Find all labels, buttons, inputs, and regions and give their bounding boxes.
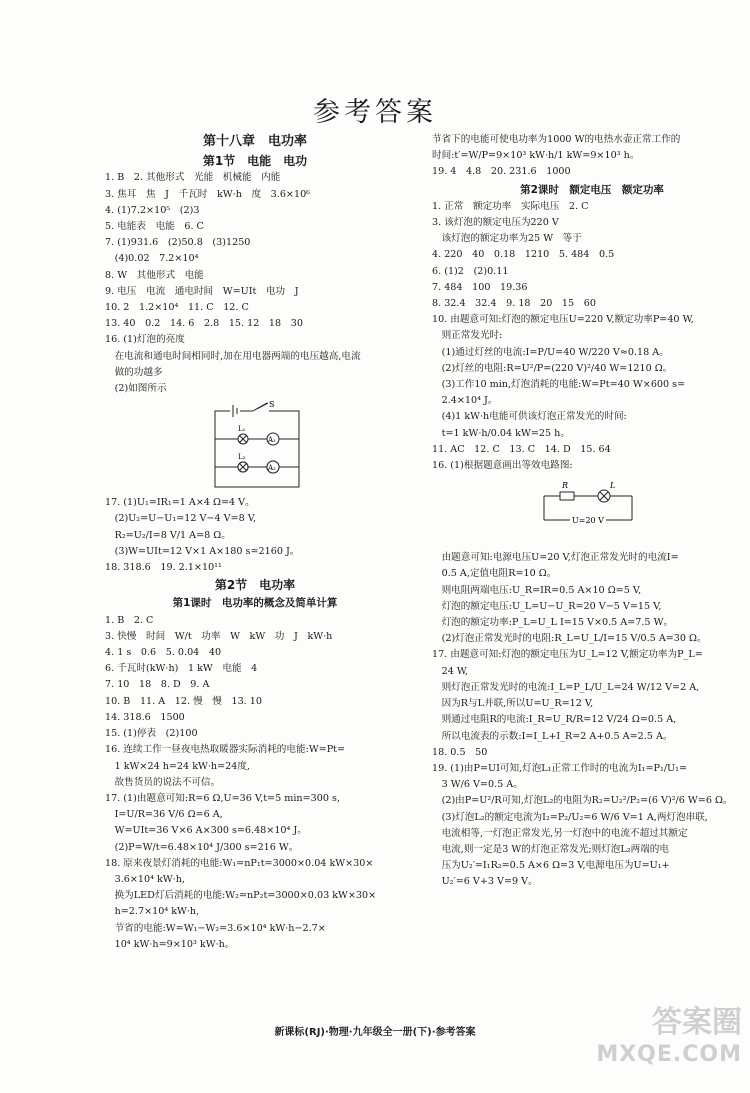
switch-label: S <box>269 400 275 410</box>
lesson-heading: 第2课时 额定电压 额定功率 <box>520 183 664 196</box>
answer-line: 则正常发光时: <box>432 330 503 342</box>
answer-line: 7. 484 100 19.36 <box>432 281 528 293</box>
answer-line: W=UIt=36 V×6 A×300 s=6.48×10⁴ J。 <box>105 825 307 837</box>
answer-line: (2)U₂=U−U₁=12 V−4 V=8 V, <box>105 513 257 525</box>
answer-line: 6. 千瓦时(kW·h) 1 kW 电能 4 <box>105 663 258 675</box>
answer-line: 1. B 2. C <box>105 614 154 626</box>
answer-line: 8. 32.4 32.4 9. 18 20 15 60 <box>432 298 596 310</box>
answer-line: 5. 电能表 电能 6. C <box>105 221 204 233</box>
voltage-label: U=20 V <box>572 516 604 526</box>
answer-line: 该灯泡的额定功率为25 W 等于 <box>432 233 582 245</box>
answer-line: (4)1 kW·h电能可供该灯泡正常发光的时间: <box>432 411 627 423</box>
answer-line: (4)0.02 7.2×10⁴ <box>105 253 199 265</box>
answer-line: (2)灯丝的电阻:R=U²/P=(220 V)²/40 W=1210 Ω。 <box>432 362 673 374</box>
watermark-logo <box>596 1007 742 1071</box>
answer-line: 16. 连续工作一昼夜电热取暖器实际消耗的电能:W=Pt= <box>105 744 346 756</box>
answer-line: 3 W/6 V=0.5 A。 <box>432 779 523 791</box>
resistor-label: R <box>562 481 569 491</box>
lamp1-label: L₁ <box>238 425 246 434</box>
ammeter2-label: A₂ <box>268 464 276 473</box>
answer-line: 灯泡的额定功率:P_L=U_L I=15 V×0.5 A=7.5 W。 <box>432 617 674 629</box>
answer-line: U₂′=6 V+3 V=9 V。 <box>432 876 538 888</box>
answer-line: 7. 10 18 8. D 9. A <box>105 679 210 691</box>
answer-line: 3. 该灯泡的额定电压为220 V <box>432 217 559 229</box>
answer-line: 10. 由题意可知:灯泡的额定电压U=220 V,额定功率P=40 W, <box>432 314 694 326</box>
answer-line: 时间:t′=W/P=9×10³ kW·h/1 kW=9×10³ h。 <box>432 150 640 162</box>
answer-line: 电流相等,一灯泡正常发光,另一灯泡中的电流不超过其额定 <box>432 827 688 839</box>
lamp-label: L <box>610 481 616 491</box>
answer-line: 1. B 2. 其他形式 光能 机械能 内能 <box>105 172 281 184</box>
answer-line: 8. W 其他形式 电能 <box>105 269 204 281</box>
answer-line: 17. 由题意可知:灯泡的额定电压为U_L=12 V,额定功率为P_L= <box>432 649 703 661</box>
answer-line: 14. 318.6 1500 <box>105 711 185 723</box>
answer-line: 10. 2 1.2×10⁴ 11. C 12. C <box>105 302 249 314</box>
answer-line: 0.5 A,定值电阻R=10 Ω。 <box>432 568 557 580</box>
chapter-heading: 第十八章 电功率 <box>202 134 307 149</box>
section-heading: 第2节 电功率 <box>214 578 296 593</box>
answer-line: (3)W=UIt=12 V×1 A×180 s=2160 J。 <box>105 545 300 557</box>
answer-line: 17. (1)U₁=IR₁=1 A×4 Ω=4 V。 <box>105 497 255 509</box>
answer-line: 灯泡的额定电压:U_L=U−U_R=20 V−5 V=15 V, <box>432 600 662 612</box>
lamp2-label: L₂ <box>238 453 246 462</box>
answer-line: (2)如图所示 <box>105 383 167 395</box>
answer-line: 4. (1)7.2×10⁵ (2)3 <box>105 204 200 216</box>
answer-line: 1. 正常 额定功率 实际电压 2. C <box>432 200 589 212</box>
answer-line: 节省的电能:W=W₁−W₂=3.6×10⁴ kW·h−2.7× <box>105 922 326 934</box>
answer-line: 则电阻两端电压:U_R=IR=0.5 A×10 Ω=5 V, <box>432 584 642 596</box>
answer-line: 11. AC 12. C 13. C 14. D 15. 64 <box>432 443 611 455</box>
answer-line: 18. 原来夜景灯消耗的电能:W₁=nP₁t=3000×0.04 kW×30× <box>105 857 374 869</box>
answer-line: (1)通过灯丝的电流:I=P/U=40 W/220 V≈0.18 A。 <box>432 346 669 358</box>
page-title: 参考答案 <box>313 97 437 128</box>
ammeter1-label: A₁ <box>268 436 276 445</box>
circuit-diagram <box>105 397 405 495</box>
answer-line: (2)P=W/t=6.48×10⁴ J/300 s=216 W。 <box>105 841 299 853</box>
answer-line: 16. (1)灯泡的亮度 <box>105 334 185 346</box>
answer-line: 17. (1)由题意可知:R=6 Ω,U=36 V,t=5 min=300 s, <box>105 792 340 804</box>
answer-line: 1 kW×24 h=24 kW·h=24度, <box>105 760 250 772</box>
answer-line: 由题意可知:电源电压U=20 V,灯泡正常发光时的电流I= <box>432 552 679 564</box>
section-heading: 第1节 电能 电功 <box>202 154 308 169</box>
answer-line: 24 W, <box>432 665 469 677</box>
answer-line: 16. (1)根据题意画出等效电路图: <box>432 460 573 472</box>
answer-line: 15. (1)停表 (2)100 <box>105 728 198 740</box>
answer-line: 则通过电阻R的电流:I_R=U_R/R=12 V/24 Ω=0.5 A, <box>432 714 677 726</box>
answer-line: 19. (1)由P=UI可知,灯泡L₁正常工作时的电流为I₁=P₁/U₁= <box>432 762 688 774</box>
answer-line: 7. (1)931.6 (2)50.8 (3)1250 <box>105 237 251 249</box>
answer-line: 节省下的电能可使电功率为1000 W的电热水壶正常工作的 <box>432 134 681 145</box>
watermark-text: 答案圈 <box>652 1005 742 1040</box>
answer-line: 在电流和通电时间相同时,加在用电器两端的电压越高,电流 <box>105 350 361 362</box>
answer-line: 4. 1 s 0.6 5. 0.04 40 <box>105 647 222 659</box>
answer-line: 2.4×10⁴ J。 <box>432 395 498 407</box>
answer-line: 18. 318.6 19. 2.1×10¹¹ <box>105 562 222 574</box>
equivalent-circuit-svg <box>540 474 650 548</box>
answer-line: (2)由P=U²/R可知,灯泡L₂的电阻为R₂=U₂²/P₂=(6 V)²/6 W=6 Ω。 <box>432 795 733 807</box>
answer-line: 3. 焦耳 焦 J 千瓦时 kW·h 度 3.6×10⁶ <box>105 188 311 200</box>
answer-line: 10⁴ kW·h=9×10³ kW·h。 <box>105 938 235 950</box>
answer-line: 18. 0.5 50 <box>432 746 488 758</box>
answer-line: 因为R与L并联,所以U=U_R=12 V, <box>432 698 594 710</box>
answer-column-right <box>432 132 750 891</box>
lesson-heading: 第1课时 电功率的概念及简单计算 <box>172 597 338 610</box>
answer-line: 3.6×10⁴ kW·h, <box>105 873 185 885</box>
answer-line: 13. 40 0.2 14. 6 2.8 15. 12 18 30 <box>105 318 303 330</box>
page-footer: 新课标(RJ)·物理·九年级全一册(下)·参考答案 <box>274 1027 476 1038</box>
answer-line: (3)灯泡L₂的额定电流为I₂=P₂/U₂=6 W/6 V=1 A,两灯泡串联, <box>432 811 708 823</box>
answer-line: 10. B 11. A 12. 慢 慢 13. 10 <box>105 695 262 707</box>
answer-line: h=2.7×10⁴ kW·h, <box>105 906 200 918</box>
equivalent-circuit-diagram <box>432 474 750 550</box>
answer-line: R₂=U₂/I=8 V/1 A=8 Ω。 <box>105 529 231 541</box>
watermark-url: MXQE.COM <box>596 1042 742 1067</box>
answer-line: 换为LED灯后消耗的电能:W₂=nP₂t=3000×0.03 kW×30× <box>105 890 377 902</box>
answer-line: t=1 kW·h/0.04 kW=25 h。 <box>432 427 570 439</box>
answer-line: 电流,则一定是3 W的灯泡正常发光;则灯泡L₂两端的电 <box>432 843 669 855</box>
answer-line: I=U/R=36 V/6 Ω=6 A, <box>105 809 223 821</box>
answer-line: 3. 快慢 时间 W/t 功率 W kW 功 J kW·h <box>105 630 333 642</box>
circuit-svg <box>213 399 303 491</box>
answer-line: 19. 4 4.8 20. 231.6 1000 <box>432 166 571 178</box>
answer-line: (2)灯泡正常发光时的电阻:R_L=U_L/I=15 V/0.5 A=30 Ω。 <box>432 633 707 645</box>
answer-line: 压为U₂′=I₁R₂=0.5 A×6 Ω=3 V,电源电压为U=U₁+ <box>432 860 670 872</box>
answer-column-left <box>105 132 405 953</box>
answer-line: 4. 220 40 0.18 1210 5. 484 0.5 <box>432 249 615 261</box>
answer-line: 9. 电压 电流 通电时间 W=UIt 电功 J <box>105 285 299 297</box>
answer-line: 做的功越多 <box>105 366 163 378</box>
answer-line: (3)工作10 min,灯泡消耗的电能:W=Pt=40 W×600 s= <box>432 379 686 391</box>
answer-line: 则灯泡正常发光时的电流:I_L=P_L/U_L=24 W/12 V=2 A, <box>432 681 700 693</box>
answer-line: 所以电流表的示数:I=I_L+I_R=2 A+0.5 A=2.5 A。 <box>432 730 673 742</box>
answer-line: 6. (1)2 (2)0.11 <box>432 265 509 277</box>
answer-line: 故售货员的说法不可信。 <box>105 776 221 788</box>
